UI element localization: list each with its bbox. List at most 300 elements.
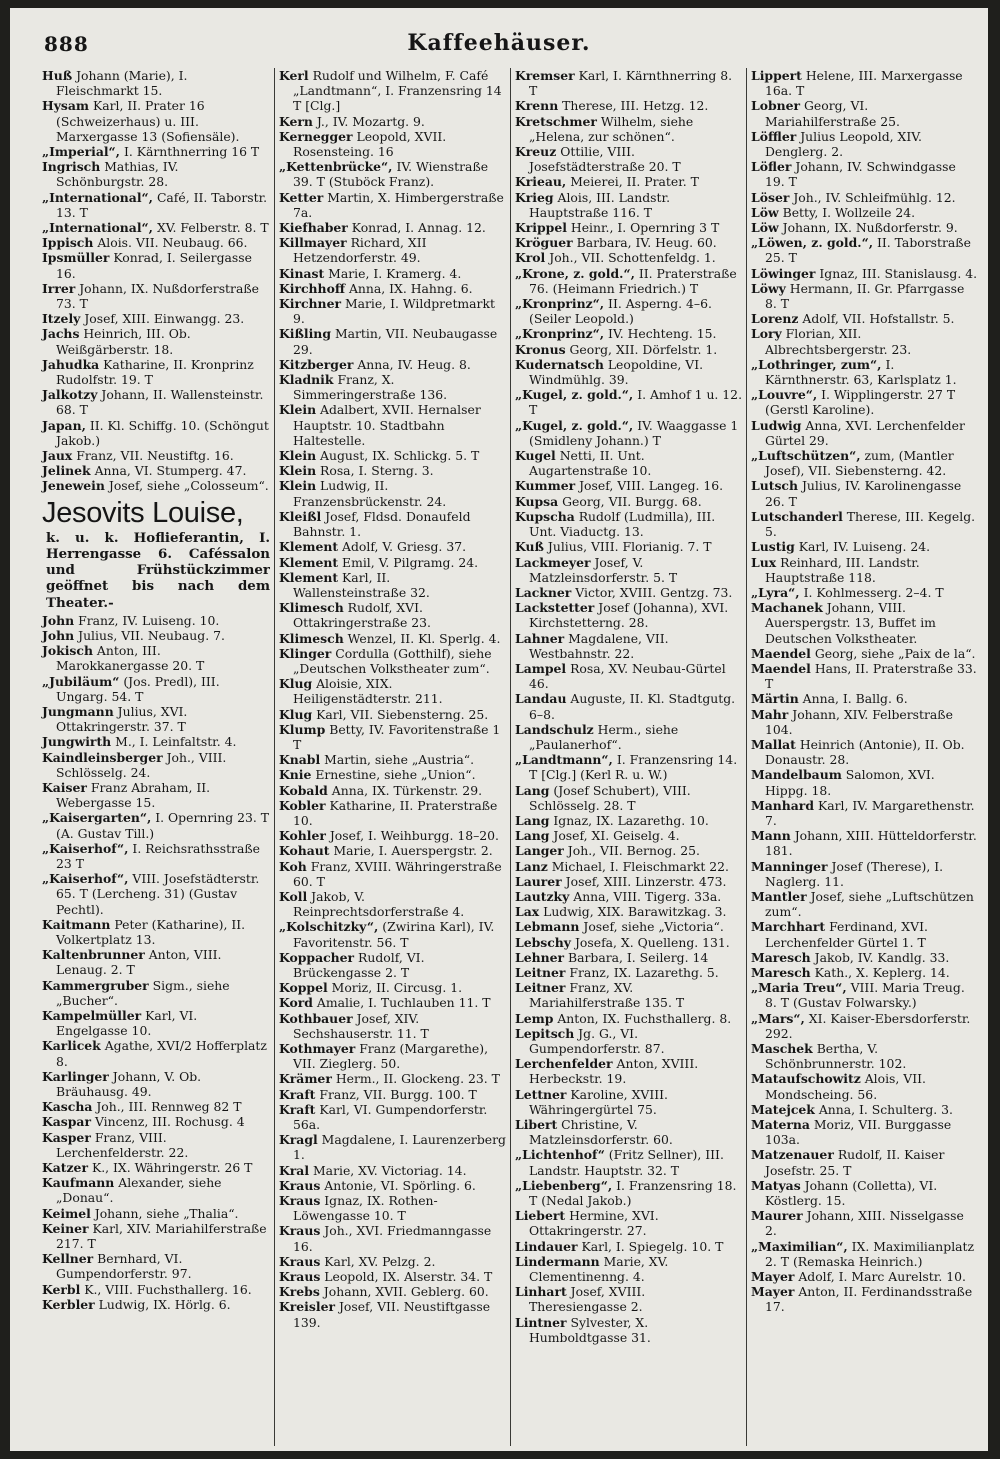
entry-details: II. Taborstraße 25. T (765, 235, 971, 266)
entry-details: Herm., siehe „Paulanerhof“. (529, 721, 679, 752)
entry-name: Kupscha (515, 508, 575, 524)
entry-details: Karl, II. Wallensteinstraße 32. (293, 569, 430, 600)
entry-details: Josef, VII. Neustiftgasse 139. (293, 1299, 491, 1330)
entry-details: Helene, III. Marxergasse 16a. T (765, 68, 963, 99)
entry-name: Mantler (751, 888, 807, 904)
entry-details: Kath., X. Keplerg. 14. (814, 964, 950, 980)
entry-name: Hysam (42, 98, 90, 114)
entry-details: Karl, I. Kärnthnerring 8. T (529, 68, 733, 99)
entry-name: Kraus (279, 1269, 321, 1285)
directory-entry (279, 1193, 506, 1223)
entry-name: Jungmann (42, 703, 114, 719)
entry-details: Hermine, XVI. Ottakringerstr. 27. (529, 1208, 659, 1239)
entry-details: Sigm., siehe „Bucher“. (56, 977, 230, 1008)
entry-details: Josef, XVIII. Theresiengasse 2. (529, 1284, 646, 1315)
entry-name: Manhard (751, 797, 814, 813)
entry-name: „Luftschützen“, (751, 448, 861, 464)
entry-details: I. Kohlmesserg. 2–4. T (803, 584, 944, 600)
directory-entry (279, 570, 506, 600)
directory-entry (42, 1099, 270, 1114)
entry-details: Jakob, IV. Kandlg. 33. (814, 949, 950, 965)
directory-entry (751, 950, 978, 965)
entry-details: Anna, IV. Heug. 8. (357, 356, 471, 372)
directory-entry (515, 448, 742, 478)
entry-name: „Imperial“, (42, 144, 120, 160)
directory-entry (751, 707, 978, 737)
entry-name: „Lichtenhof“ (515, 1147, 605, 1163)
entry-details: II. Praterstraße 76. (Heimann Friedrich.) T (529, 265, 737, 296)
entry-details: Wenzel, II. Kl. Sperlg. 4. (347, 630, 501, 646)
entry-name: Jachs (42, 326, 80, 342)
entry-name: Kohaut (279, 843, 330, 859)
entry-name: Lustig (751, 539, 795, 555)
directory-entry (279, 722, 506, 752)
entry-details: Anna, VI. Stumperg. 47. (94, 463, 247, 479)
entry-name: „Lyra“, (751, 584, 800, 600)
entry-name: Kreisler (279, 1299, 335, 1315)
directory-entry (515, 68, 742, 98)
entry-name: Kronus (515, 341, 566, 357)
directory-entry (515, 889, 742, 904)
directory-entry (751, 1284, 978, 1314)
entry-name: Klein (279, 478, 317, 494)
entry-name: Jenewein (42, 478, 105, 494)
directory-entry (751, 737, 978, 767)
directory-entry (279, 266, 506, 281)
entry-details: IV. Waaggasse 1 (Smidleny Johann.) T (529, 417, 739, 448)
directory-entry (42, 98, 270, 144)
entry-name: Maendel (751, 645, 811, 661)
entry-details: K., IX. Währingerstr. 26 T (91, 1160, 253, 1176)
directory-entry (515, 600, 742, 630)
directory-entry (42, 387, 270, 417)
directory-entry (751, 661, 978, 691)
entry-details: Joh., VII. Bernog. 25. (567, 843, 700, 859)
entry-name: „International“, (42, 220, 153, 236)
directory-entry (42, 704, 270, 734)
directory-entry (279, 600, 506, 630)
entry-details: Johann, XIII. Nisselgasse 2. (765, 1208, 964, 1239)
directory-entry (279, 68, 506, 114)
entry-details: Karl, VI. Engelgasse 10. (56, 1007, 198, 1039)
entry-details: Marie, I. Auerspergstr. 2. (333, 843, 493, 859)
directory-entry (279, 114, 506, 129)
entry-name: Kobler (279, 797, 326, 813)
entry-details: Richard, XII Hetzendorferstr. 49. (293, 235, 427, 266)
entry-name: „Kaisergarten“, (42, 810, 152, 826)
entry-name: „Kettenbrücke“, (279, 159, 393, 175)
entry-name: Kladnik (279, 372, 334, 388)
entry-details: Marie, XV. Victoriag. 14. (313, 1162, 467, 1178)
directory-entry (42, 220, 270, 235)
entry-details: Johann, II. Wallensteinstr. 68. T (56, 387, 264, 418)
entry-details: Betty, I. Wollzeile 24. (782, 204, 916, 220)
directory-entry (42, 190, 270, 220)
entry-name: Knie (279, 767, 312, 783)
directory-entry (751, 798, 978, 828)
directory-entry (279, 463, 506, 478)
entry-details: Franz, XVIII. Währingerstraße 60. T (293, 858, 502, 889)
entry-name: Matejcek (751, 1101, 815, 1117)
entry-details: Alexander, siehe „Donau“. (56, 1175, 222, 1206)
entry-details: I. Amhof 1 u. 12. T (529, 387, 742, 418)
entry-name: Kasper (42, 1129, 91, 1145)
directory-entry (751, 980, 978, 1010)
directory-entry (42, 613, 270, 628)
entry-name: Lutsch (751, 478, 798, 494)
entry-details: Franz, IX. Lazarethg. 5. (569, 964, 719, 980)
entry-details: Johann, XIV. Felberstraße 104. (765, 706, 953, 737)
entry-name: Laurer (515, 873, 562, 889)
directory-entry (751, 190, 978, 205)
entry-details: IV. Hechteng. 15. (608, 326, 717, 342)
entry-details: K., VIII. Fuchsthallerg. 16. (84, 1281, 252, 1297)
entry-details: Reinhard, III. Landstr. Hauptstraße 118. (765, 554, 920, 585)
directory-entry (279, 707, 506, 722)
entry-details: Georg, XII. Dörfelstr. 1. (569, 341, 718, 357)
entry-name: Kampelmüller (42, 1007, 142, 1023)
directory-entry (751, 555, 978, 585)
entry-name: Matzenauer (751, 1147, 834, 1163)
directory-entry (515, 494, 742, 509)
entry-details: Aloisie, XIX. Heiligenstädterstr. 211. (293, 676, 443, 707)
entry-name: Jungwirth (42, 734, 112, 750)
page-number: 888 (44, 32, 89, 56)
entry-name: Klement (279, 554, 339, 570)
entry-name: „Liebenberg“, (515, 1177, 613, 1193)
entry-details: Hans, II. Praterstraße 33. T (765, 660, 977, 692)
directory-entry (751, 1071, 978, 1101)
entry-name: Lanz (515, 858, 548, 874)
entry-name: Kraft (279, 1086, 316, 1102)
entry-details: XV. Felberstr. 8. T (156, 220, 269, 236)
entry-name: Jaux (42, 448, 73, 464)
entry-details: Karl, IV. Luiseng. 24. (798, 539, 931, 555)
directory-entry (751, 1102, 978, 1117)
entry-details: Franz, IV. Luiseng. 10. (78, 612, 220, 628)
directory-entry (751, 235, 978, 265)
entry-details: Alois, VII. Mondscheing. 56. (765, 1071, 926, 1102)
directory-entry (515, 342, 742, 357)
directory-entry (751, 509, 978, 539)
entry-details: Ottilie, VIII. Josefstädterstraße 20. T (529, 144, 681, 175)
entry-name: Kellner (42, 1251, 94, 1267)
entry-details: Josef (Therese), I. Naglerg. 11. (765, 858, 944, 889)
entry-name: Maresch (751, 964, 811, 980)
directory-entry (751, 68, 978, 98)
entry-details: Johann, VIII. Auerspergstr. 13, Buffet im Deutschen Volkstheater. (765, 600, 936, 646)
entry-name: Kudernatsch (515, 356, 604, 372)
entry-details: Joh., III. Rennweg 82 T (96, 1099, 242, 1115)
entry-details: Johann (Marie), I. Fleischmarkt 15. (56, 68, 188, 99)
entry-name: Lackmeyer (515, 554, 591, 570)
entry-name: „Mars“, (751, 1010, 805, 1026)
entry-name: Lautzky (515, 888, 570, 904)
directory-entry (279, 828, 506, 843)
directory-entry (42, 1114, 270, 1129)
directory-entry (751, 311, 978, 326)
entry-details: Johann, IV. Schwindgasse 19. T (765, 159, 956, 190)
directory-entry (42, 1008, 270, 1038)
directory-entry (279, 1223, 506, 1253)
directory-entry (515, 752, 742, 782)
entry-details: Josef, I. Weihburgg. 18–20. (329, 828, 499, 844)
directory-entry (515, 935, 742, 950)
entry-name: Matyas (751, 1177, 801, 1193)
entry-details: Josef, Fldsd. Donaufeld Bahnstr. 1. (293, 508, 471, 540)
directory-entry (42, 674, 270, 704)
directory-entry (42, 978, 270, 1008)
directory-entry (515, 235, 742, 250)
directory-entry (279, 767, 506, 782)
directory-entry (279, 1087, 506, 1102)
directory-entry (515, 418, 742, 448)
directory-entry (751, 129, 978, 159)
directory-entry (279, 357, 506, 372)
entry-details: Franz, XV. Mariahilferstraße 135. T (529, 980, 685, 1011)
entry-name: Kaiser (42, 779, 87, 795)
entry-details: Rudolf, VI. Brückengasse 2. T (293, 949, 425, 980)
entry-name: Mayer (751, 1269, 795, 1285)
directory-entry (279, 980, 506, 995)
entry-details: Wilhelm, siehe „Helena, zur schönen“. (529, 113, 694, 144)
entry-name: Karlicek (42, 1038, 101, 1054)
entry-details: Franz, X. Simmeringerstraße 136. (293, 372, 448, 403)
entry-name: Libert (515, 1117, 558, 1133)
directory-entry (751, 159, 978, 189)
entry-name: Mayer (751, 1284, 795, 1300)
entry-details: Moriz, VII. Burggasse 103a. (765, 1117, 952, 1148)
entry-name: Löwy (751, 280, 786, 296)
directory-entry (279, 1284, 506, 1299)
directory-entry (515, 919, 742, 934)
entry-name: Maurer (751, 1208, 803, 1224)
entry-name: „Kolschitzky“, (279, 919, 379, 935)
entry-details: Jakob, V. Reinprechtsdorferstraße 4. (293, 888, 465, 920)
entry-details: Franz, VIII. Lerchenfelderstr. 22. (56, 1129, 189, 1160)
entry-details: Josef, XIV. Sechshauserstr. 11. T (293, 1010, 429, 1041)
entry-name: Kerbl (42, 1281, 81, 1297)
entry-details: Anna, XVI. Lerchenfelder Gürtel 29. (765, 417, 965, 448)
directory-entry (515, 539, 742, 554)
directory-entry (279, 1132, 506, 1162)
directory-entry (751, 1117, 978, 1147)
directory-entry (515, 478, 742, 493)
entry-details: Ludwig, II. Franzensbrückenstr. 24. (293, 478, 447, 509)
directory-entry (279, 995, 506, 1010)
entry-details: Karl, XIV. Mariahilferstraße 217. T (56, 1220, 267, 1252)
directory-entry (279, 1178, 506, 1193)
directory-entry (279, 159, 506, 189)
entry-name: Killmayer (279, 235, 347, 251)
entry-details: Josef, XIII. Einwangg. 23. (84, 311, 245, 327)
entry-details: Karl, II. Prater 16 (Schweizerhaus) u. III. Marxergasse 13 (Sofiensäle). (56, 98, 240, 144)
entry-details: Magdalene, VII. Westbahnstr. 22. (529, 630, 669, 661)
entry-details: Franz Abraham, II. Webergasse 15. (56, 779, 211, 811)
entry-name: Kragl (279, 1132, 318, 1148)
entry-name: Leitner (515, 980, 566, 996)
directory-entry (751, 418, 978, 448)
entry-name: „Kugel, z. gold.“, (515, 387, 634, 403)
entry-name: Maschek (751, 1041, 813, 1056)
entry-name: Koppacher (279, 949, 355, 965)
directory-entry (751, 691, 978, 706)
entry-name: Maendel (751, 660, 811, 676)
entry-details: Ludwig, XIX. Barawitzkag. 3. (543, 904, 727, 920)
directory-entry (279, 372, 506, 402)
entry-details: Rosa, XV. Neubau-Gürtel 46. (529, 660, 726, 692)
entry-details: Barbara, IV. Heug. 60. (576, 235, 717, 251)
directory-entry (515, 950, 742, 965)
entry-name: Märtin (751, 691, 799, 707)
entry-details: Jg. G., VI. Gumpendorferstr. 87. (529, 1025, 665, 1056)
entry-name: „International“, (42, 189, 153, 205)
entry-details: Josef, XIII. Linzerstr. 473. (565, 873, 727, 889)
directory-entry (515, 585, 742, 600)
entry-details: Bernhard, VI. Gumpendorferstr. 97. (56, 1251, 192, 1282)
entry-details: Moriz, II. Circusg. 1. (331, 980, 463, 996)
entry-name: Japan, (42, 417, 86, 433)
entry-details: Meierei, II. Prater. T (570, 174, 699, 190)
entry-details: Antonie, VI. Spörling. 6. (324, 1177, 476, 1193)
entry-name: Klug (279, 676, 313, 692)
entry-details: Ignaz, IX. Lazarethg. 10. (553, 812, 709, 828)
directory-entry (42, 841, 270, 871)
entry-details: Katharine, II. Kronprinz Rudolfstr. 19. T (56, 356, 254, 388)
entry-details: Konrad, I. Annag. 12. (351, 220, 486, 236)
entry-details: Rudolf, XVI. Ottakringerstraße 23. (293, 600, 431, 631)
entry-details: Josef, XI. Geiselg. 4. (553, 828, 680, 844)
entry-details: Leopold, XVII. Rosensteing. 16 (293, 128, 447, 160)
directory-entry (515, 874, 742, 889)
directory-entry (42, 326, 270, 356)
directory-entry (515, 904, 742, 919)
entry-details: M., I. Leinfaltstr. 4. (115, 734, 237, 750)
entry-name: Krieg (515, 189, 554, 205)
entry-name: Ipsmüller (42, 250, 110, 266)
entry-details: Anton, IX. Fuchsthallerg. 8. (557, 1010, 732, 1026)
entry-name: Kord (279, 995, 313, 1011)
entry-details: Marie, I. Kramerg. 4. (328, 265, 462, 281)
directory-entry (751, 1269, 978, 1284)
entry-name: Lutschanderl (751, 508, 843, 524)
directory-entry (751, 859, 978, 889)
entry-name: Itzely (42, 311, 81, 327)
entry-name: Liebert (515, 1208, 566, 1224)
directory-entry (42, 1175, 270, 1205)
entry-name: Kupsa (515, 493, 559, 509)
directory-entry (42, 357, 270, 387)
entry-details: Anna, I. Schulterg. 3. (818, 1101, 953, 1117)
entry-name: Klement (279, 539, 339, 555)
entry-name: Keimel (42, 1205, 91, 1221)
entry-details: Franz, VII. Neustiftg. 16. (76, 448, 234, 464)
entry-name: Krol (515, 250, 546, 266)
entry-name: „Kugel, z. gold.“, (515, 417, 634, 433)
directory-entry (42, 1221, 270, 1251)
directory-entry (42, 810, 270, 840)
entry-details: Therese, III. Kegelg. 5. (765, 508, 976, 540)
advertisement-name: Jesovits Louise, (42, 496, 244, 529)
directory-entry (751, 919, 978, 949)
directory-entry (42, 463, 270, 478)
directory-entry (42, 281, 270, 311)
entry-details: Magdalene, I. Laurenzerberg 1. (293, 1132, 506, 1163)
directory-entry (279, 646, 506, 676)
entry-name: „Kronprinz“, (515, 326, 605, 342)
directory-entry (279, 190, 506, 220)
entry-name: Kothbauer (279, 1010, 353, 1026)
entry-details: Anton, II. Ferdinandsstraße 17. (765, 1284, 973, 1315)
directory-entry (515, 661, 742, 691)
directory-entry (751, 1011, 978, 1041)
entry-name: Kraft (279, 1101, 316, 1117)
entry-name: Kobald (279, 782, 328, 798)
entry-details: Anton, III. Marokkanergasse 20. T (56, 643, 205, 674)
entry-details: Adalbert, XVII. Hernalser Hauptstr. 10. Stadtbahn Haltestelle. (293, 402, 481, 448)
entry-details: Anton, XVIII. Herbeckstr. 19. (529, 1056, 699, 1087)
directory-entry (279, 539, 506, 554)
entry-details: XI. Kaiser-Ebersdorferstr. 292. (765, 1010, 971, 1041)
directory-entry (279, 1041, 506, 1071)
entry-name: Lackstetter (515, 600, 595, 616)
entry-name: Kraus (279, 1177, 321, 1193)
entry-name: Kirchhoff (279, 280, 346, 296)
directory-entry (751, 585, 978, 600)
entry-name: Lemp (515, 1010, 554, 1026)
entry-name: John (42, 612, 75, 628)
entry-details: Christine, V. Matzleinsdorferstr. 60. (529, 1117, 673, 1148)
entry-details: Martin, siehe „Austria“. (324, 752, 475, 768)
directory-entry (42, 68, 270, 98)
entry-details: Georg, VI. Mariahilferstraße 25. (765, 98, 900, 129)
entry-details: Anna, I. Ballg. 6. (802, 691, 908, 707)
directory-entry (42, 643, 270, 673)
entry-name: Lebmann (515, 919, 580, 935)
entry-name: Löw (751, 220, 779, 236)
directory-entry (279, 478, 506, 508)
entry-name: Landschulz (515, 721, 594, 737)
directory-entry (751, 266, 978, 281)
directory-entry (515, 1254, 742, 1284)
directory-entry (751, 539, 978, 554)
directory-entry (279, 509, 506, 539)
entry-details: Ferdinand, XVI. Lerchenfelder Gürtel 1. T (765, 919, 928, 950)
entry-details: Julius, XVI. Ottakringerstr. 37. T (56, 703, 188, 735)
entry-name: Klein (279, 463, 317, 479)
directory-entry (279, 281, 506, 296)
entry-name: „Jubiläum“ (42, 673, 120, 689)
directory-entry (279, 889, 506, 919)
entry-name: Lindauer (515, 1238, 578, 1254)
directory-entry (515, 859, 742, 874)
directory-entry (42, 418, 270, 448)
entry-name: Krebs (279, 1284, 320, 1300)
directory-entry (42, 750, 270, 780)
directory-entry (42, 250, 270, 280)
entry-name: Lackner (515, 584, 572, 600)
directory-entry (42, 478, 270, 493)
entry-name: Klump (279, 721, 326, 737)
directory-entry (751, 1239, 978, 1269)
entry-details: II. Kl. Schiffg. 10. (Schöngut Jakob.) (56, 417, 269, 448)
directory-entry (751, 1178, 978, 1208)
entry-name: Krippel (515, 220, 567, 236)
directory-entry (42, 734, 270, 749)
entry-details: Franz, VII. Burgg. 100. T (319, 1086, 477, 1102)
directory-entry (42, 1130, 270, 1160)
directory-entry (279, 1102, 506, 1132)
